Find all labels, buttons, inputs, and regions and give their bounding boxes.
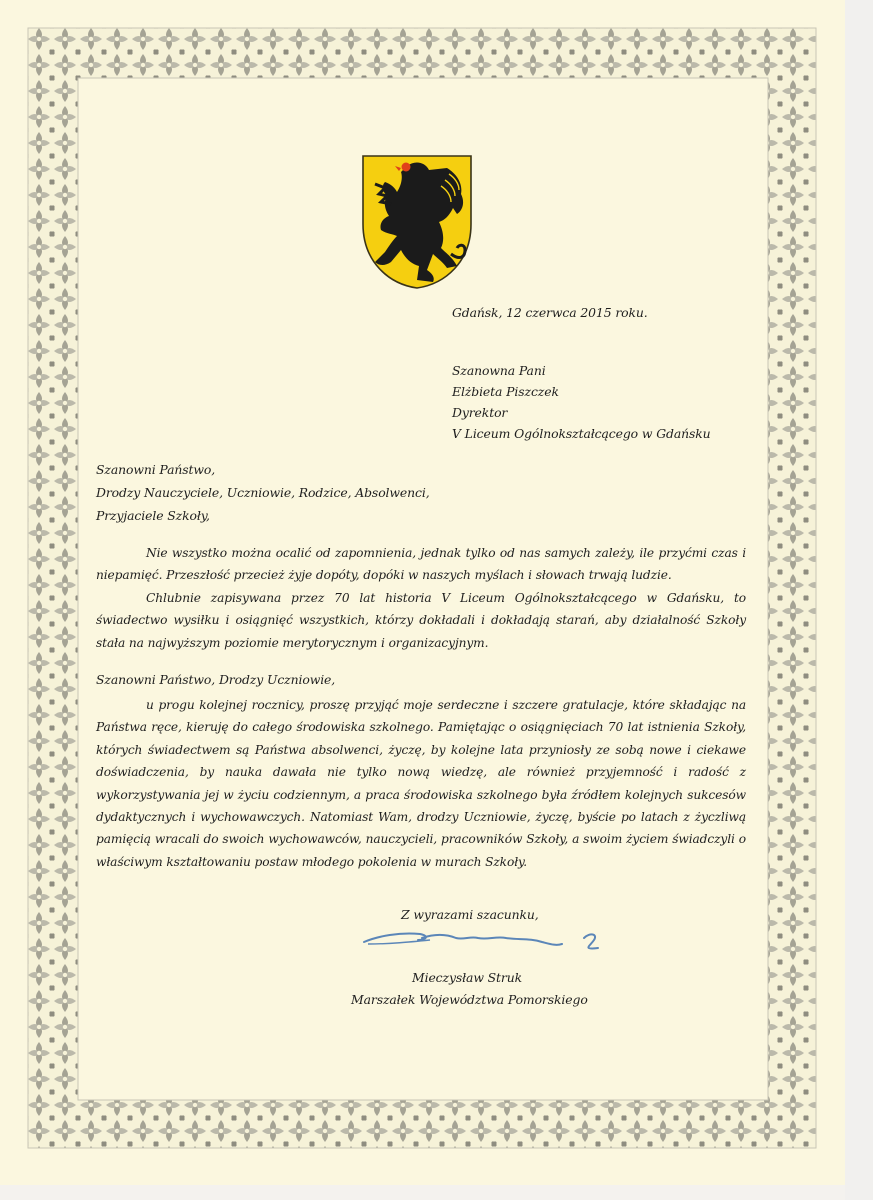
- recipient-name: Elżbieta Piszczek: [452, 384, 559, 399]
- salutation-students: Szanowni Państwo, Drodzy Uczniowie,: [96, 672, 336, 687]
- salutation-line-2: Drodzy Nauczyciele, Uczniowie, Rodzice, Absolwenci,: [96, 485, 430, 500]
- salutation-line-1: Szanowni Państwo,: [96, 462, 216, 477]
- scan-margin: [845, 0, 873, 1200]
- place-date: Gdańsk, 12 czerwca 2015 roku.: [452, 305, 648, 320]
- paragraph-3: u progu kolejnej rocznicy, proszę przyjąć moje serdeczne i szczere gratulacje, które składając na Państwa ręce, kieruję do całego środowiska szkolnego. Pamiętając o osiągnięciach 70 lat istnienia Szkoły, których świadectwem są Państwa absolwenci, życzę, by kolejne lata przyniosły ze sobą nowe i ciekawe doświadczenia, by nauka dawała nie tylko nową wiedzę, ale również przyjemność i radość z wykorzystywania jej w życiu codziennym, a praca środowiska szkolnego była źródłem kolejnych sukcesów dydaktycznych i wychowawczych. Natomiast Wam, drodzy Uczniowie, życzę, byście po latach z życzliwą pamięcią wracali do swoich wychowawców, nauczycieli, pracowników Szkoły, a swoim życiem świadczyli o właściwym kształtowaniu postaw młodego pokolenia w murach Szkoły.: [96, 698, 746, 869]
- recipient-position: Dyrektor: [452, 405, 508, 420]
- recipient-institution: V Liceum Ogólnokształcącego w Gdańsku: [452, 426, 711, 441]
- signer-name: Mieczysław Struk: [412, 970, 523, 985]
- paragraph-1: Nie wszystko można ocalić od zapomnienia, jednak tylko od nas samych zależy, ile przyćmi czas i niepamięć. Przeszłość przecież żyje dopóty, dopóki w naszych myślach i słowach trwają ludzie.: [96, 546, 746, 583]
- signer-title: Marszałek Województwa Pomorskiego: [351, 992, 588, 1007]
- paragraph-2: Chlubnie zapisywana przez 70 lat historia V Liceum Ogólnokształcącego w Gdańsku, to świadectwo wysiłku i osiągnięć wszystkich, którzy dokładali i dokładają starań, aby działalność Szkoły stała na najwyższym poziomie merytorycznym i organizacyjnym.: [96, 591, 746, 650]
- closing: Z wyrazami szacunku,: [401, 907, 539, 922]
- pomeranian-griffin-coat-of-arms-icon: [361, 154, 473, 290]
- salutation-line-3: Przyjaciele Szkoły,: [96, 508, 210, 523]
- recipient-line-1: Szanowna Pani: [452, 363, 546, 378]
- handwritten-signature: [360, 918, 610, 958]
